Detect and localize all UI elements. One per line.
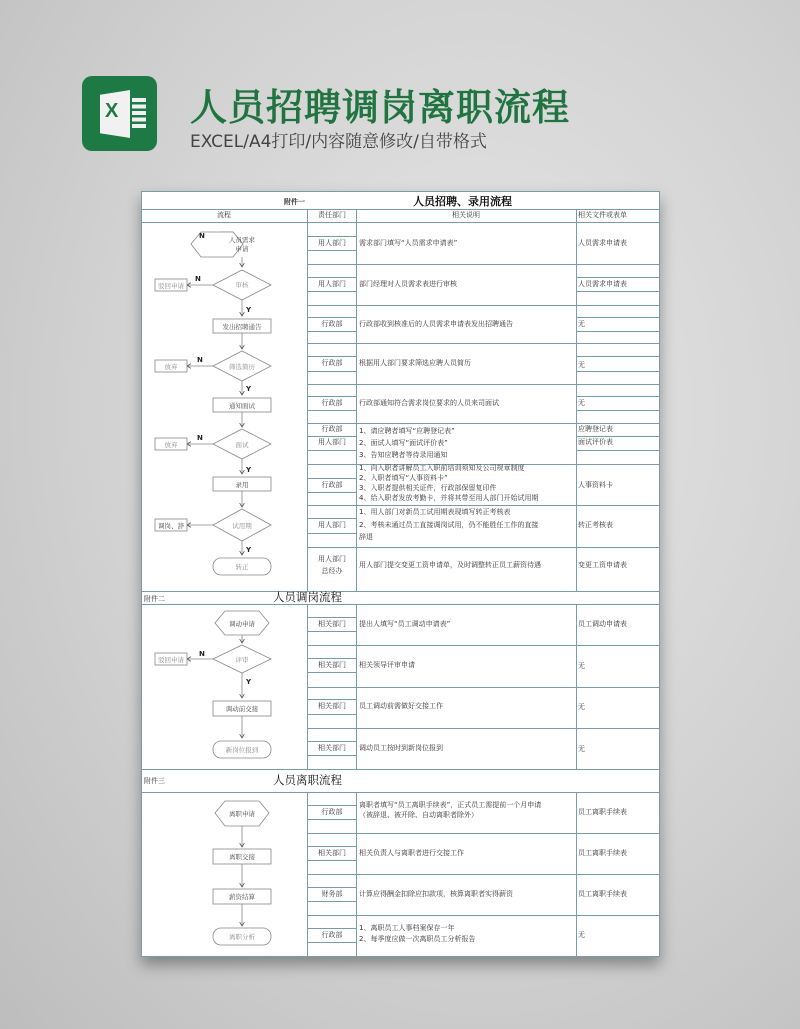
desc-line: （被辞退、被开除、自动离职者除外） xyxy=(359,811,478,819)
desc-line: 1、请应聘者填写“应聘登记表” xyxy=(359,427,455,435)
svg-text:调动申请: 调动申请 xyxy=(229,620,255,628)
doc-cell: 人事资料卡 xyxy=(578,481,613,489)
col-header-dept: 责任部门 xyxy=(318,211,346,219)
node-label: 申请 xyxy=(235,245,249,253)
col-header-docs: 相关文件或表单 xyxy=(578,211,627,219)
dept-cell: 行政部 xyxy=(321,320,343,328)
svg-text:Y: Y xyxy=(246,385,252,393)
doc-cell: 面试评价表 xyxy=(578,438,613,446)
doc-cell: 无 xyxy=(578,662,585,670)
dept-cell: 相关部门 xyxy=(318,744,346,752)
desc-cell: 用人部门提交变更工资申请单，及时调整转正员工薪资待遇 xyxy=(359,561,541,569)
doc-cell: 无 xyxy=(578,745,585,753)
desc-cell: 相关负责人与离职者进行交接工作 xyxy=(359,849,464,857)
desc-line: 1、用人部门对新员工试用期表现填写转正考核表 xyxy=(359,508,511,516)
annex-label-1: 附件一 xyxy=(284,198,305,206)
dept-cell: 行政部 xyxy=(321,808,343,816)
svg-text:离职分析: 离职分析 xyxy=(229,933,255,941)
svg-text:N: N xyxy=(199,232,205,240)
desc-cell: 行政部收到核准后的人员需求申请表发出招聘通告 xyxy=(359,320,513,328)
doc-cell: 应聘登记表 xyxy=(578,425,613,433)
dept-cell: 用人部门 xyxy=(318,438,346,446)
desc-line: 2、考核未通过员工直接调岗试用，仍不能胜任工作的直接 xyxy=(359,521,539,529)
svg-text:试用期: 试用期 xyxy=(232,522,252,530)
section-title-3: 人员离职流程 xyxy=(273,773,342,787)
svg-text:转正: 转正 xyxy=(235,563,249,571)
svg-text:调动前交接: 调动前交接 xyxy=(225,705,259,713)
svg-text:Y: Y xyxy=(246,678,252,686)
desc-line: 3、告知应聘者等待录用通知 xyxy=(359,451,448,459)
desc-cell: 计算应得酬金扣除应扣款项，核算离职者实得薪资 xyxy=(359,890,513,898)
flowchart xyxy=(141,191,307,957)
dept-cell: 行政部 xyxy=(321,399,343,407)
col-header-desc: 相关说明 xyxy=(452,211,480,219)
doc-cell: 员工离职手续表 xyxy=(578,890,627,898)
desc-line: 离职者填写“员工离职手续表”，正式员工需提前一个月申请 xyxy=(359,801,542,809)
desc-line: 4、给入职者发放考勤卡，并将其带至用人部门开始试用期 xyxy=(359,494,539,502)
svg-text:新岗位报到: 新岗位报到 xyxy=(225,746,259,754)
doc-cell: 转正考核表 xyxy=(578,521,613,529)
desc-cell: 员工调动前需做好交接工作 xyxy=(359,702,443,710)
dept-cell: 相关部门 xyxy=(318,661,346,669)
dept-cell: 总经办 xyxy=(321,567,343,575)
annex-label-3: 附件三 xyxy=(144,777,165,785)
desc-line: 辞退 xyxy=(359,533,373,541)
dept-cell: 用人部门 xyxy=(318,239,346,247)
doc-cell: 无 xyxy=(578,703,585,711)
doc-cell: 无 xyxy=(578,399,585,407)
svg-text:N: N xyxy=(197,434,203,442)
desc-line: 1、离职员工人事档案保存一年 xyxy=(359,924,455,932)
svg-text:N: N xyxy=(195,275,201,283)
dept-cell: 财务部 xyxy=(321,890,343,898)
section-title-1: 人员招聘、录用流程 xyxy=(413,195,512,208)
svg-text:离职申请: 离职申请 xyxy=(229,810,255,818)
dept-cell: 用人部门 xyxy=(318,521,346,529)
excel-icon: X xyxy=(82,76,157,151)
desc-line: 2、入职者填写“人事资料卡” xyxy=(359,474,448,482)
svg-text:评审: 评审 xyxy=(235,656,249,664)
desc-cell: 根据用人部门要求筛选应聘人员简历 xyxy=(359,359,471,367)
svg-text:调岗、辞: 调岗、辞 xyxy=(158,522,184,530)
desc-cell: 行政部通知符合需求岗位要求的人员来司面试 xyxy=(359,399,499,407)
dept-cell: 行政部 xyxy=(321,481,343,489)
annex-label-2: 附件二 xyxy=(144,595,165,603)
svg-text:放弃: 放弃 xyxy=(164,441,178,449)
spreadsheet-document xyxy=(141,191,660,957)
desc-line: 2、面试人填写“面试评价表” xyxy=(359,439,448,447)
dept-cell: 相关部门 xyxy=(318,849,346,857)
dept-cell: 用人部门 xyxy=(318,555,346,563)
svg-text:审核: 审核 xyxy=(235,281,249,289)
page-title: 人员招聘调岗离职流程 xyxy=(190,86,570,129)
doc-cell: 变更工资申请表 xyxy=(578,561,627,569)
svg-text:放弃: 放弃 xyxy=(164,363,178,371)
desc-cell: 调动员工按时到新岗位报到 xyxy=(359,744,443,752)
doc-cell: 人员需求申请表 xyxy=(578,239,627,247)
doc-cell: 无 xyxy=(578,931,585,939)
dept-cell: 相关部门 xyxy=(318,702,346,710)
svg-text:Y: Y xyxy=(246,466,252,474)
desc-cell: 相关领导评审申请 xyxy=(359,661,415,669)
col-header-flow: 流程 xyxy=(217,211,231,219)
dept-cell: 行政部 xyxy=(321,425,343,433)
doc-cell: 员工离职手续表 xyxy=(578,808,627,816)
doc-cell: 无 xyxy=(578,320,585,328)
desc-cell: 需求部门填写“人员需求申请表” xyxy=(359,239,458,247)
dept-cell: 行政部 xyxy=(321,359,343,367)
svg-text:发出招聘通告: 发出招聘通告 xyxy=(222,323,262,331)
svg-text:N: N xyxy=(197,356,203,364)
svg-text:Y: Y xyxy=(246,306,252,314)
desc-line: 2、每季度应做一次离职员工分析报告 xyxy=(359,935,476,943)
desc-line: 1、向入职者讲解员工入职前培训须知及公司规章制度 xyxy=(359,464,525,472)
svg-text:离职交接: 离职交接 xyxy=(229,853,255,861)
svg-text:录用: 录用 xyxy=(235,481,249,489)
desc-cell: 部门经理对人员需求表进行审核 xyxy=(359,280,457,288)
page-subtitle: EXCEL/A4打印/内容随意修改/自带格式 xyxy=(190,132,487,152)
svg-text:N: N xyxy=(199,650,205,658)
svg-text:薪资结算: 薪资结算 xyxy=(229,893,255,901)
svg-text:筛选简历: 筛选简历 xyxy=(229,363,255,371)
svg-text:驳回申请: 驳回申请 xyxy=(158,282,184,290)
dept-cell: 相关部门 xyxy=(318,620,346,628)
doc-cell: 员工调动申请表 xyxy=(578,620,627,628)
section-title-2: 人员调岗流程 xyxy=(273,590,342,604)
svg-text:Y: Y xyxy=(246,546,252,554)
svg-text:驳回申请: 驳回申请 xyxy=(158,656,184,664)
dept-cell: 用人部门 xyxy=(318,280,346,288)
doc-cell: 人员需求申请表 xyxy=(578,280,627,288)
node-label: 人员需求 xyxy=(229,236,255,244)
desc-line: 3、入职者提供相关证件，行政部保留复印件 xyxy=(359,484,497,492)
doc-cell: 无 xyxy=(578,361,585,369)
dept-cell: 行政部 xyxy=(321,931,343,939)
doc-cell: 员工离职手续表 xyxy=(578,849,627,857)
desc-cell: 提出人填写“员工调动申请表” xyxy=(359,620,451,628)
svg-text:面试: 面试 xyxy=(235,441,249,449)
svg-text:通知面试: 通知面试 xyxy=(229,402,255,410)
